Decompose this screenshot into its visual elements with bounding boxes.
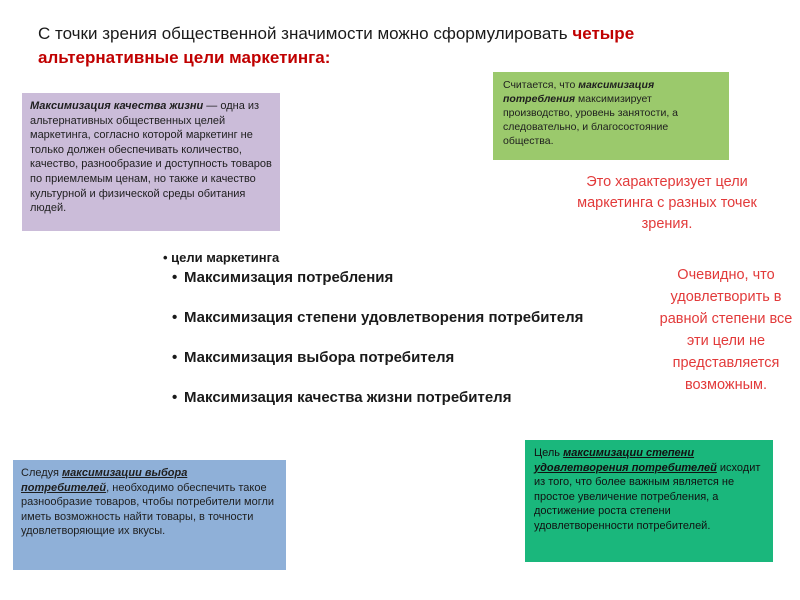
- consumption-term: максимизация потребления: [503, 79, 655, 105]
- consumer-choice-box: [13, 460, 286, 570]
- satisfaction-term: максимизации степени удовлетворения потребителей: [534, 447, 717, 474]
- goal-item: • Максимизация выбора потребителя: [172, 348, 662, 376]
- quality-text: — одна из альтернативных общественных целей маркетинга, согласно которой маркетинг не только должен обеспечивать количество, качество, разнообразие и доступность товаров по приемлемым ценам, но также и качество культурной и физической среды обитания людей.: [30, 100, 272, 215]
- consumption-text: максимизирует производство, уровень занятости, а следовательно, и благосостояние общества.: [503, 93, 678, 147]
- choice-text: , необходимо обеспечить такое разнообразие товаров, чтобы потребители могли иметь возможность найти товары, в точности удовлетворяющие их вкусы.: [21, 481, 275, 538]
- slide-title: [38, 22, 758, 70]
- quality-of-life-box: [22, 93, 280, 231]
- goal-item: • Максимизация качества жизни потребителя: [172, 388, 662, 416]
- quality-term: Максимизация качества жизни: [30, 100, 204, 112]
- note-views: Это характеризует цели маркетинга с разных точек зрения.: [577, 174, 757, 232]
- title-text: С точки зрения общественной значимости можно сформулировать: [38, 24, 573, 43]
- consumption-box: [493, 72, 729, 160]
- title-highlight: четыре альтернативные цели маркетинга: [38, 24, 635, 67]
- goal-item: • Максимизация степени удовлетворения потребителя: [172, 308, 662, 336]
- satisfaction-prefix: Цель: [534, 447, 564, 459]
- choice-prefix: Следуя: [21, 467, 63, 479]
- satisfaction-text: исходит из того, что более важным является не простое увеличение потребления, а достижение роста степени удовлетворенности потребителей.: [534, 461, 761, 532]
- choice-term: максимизации выбора потребителей: [21, 467, 188, 494]
- consumption-prefix: Считается, что: [503, 79, 579, 91]
- title-end: :: [324, 48, 331, 67]
- note-obvious: Очевидно, что удовлетворить в равной степени все эти цели не представляется возможным.: [659, 267, 793, 393]
- goals-list: [172, 268, 662, 428]
- satisfaction-box: [525, 440, 773, 562]
- goals-heading: • цели маркетинга: [163, 250, 280, 265]
- goal-item: • Максимизация потребления: [172, 268, 662, 296]
